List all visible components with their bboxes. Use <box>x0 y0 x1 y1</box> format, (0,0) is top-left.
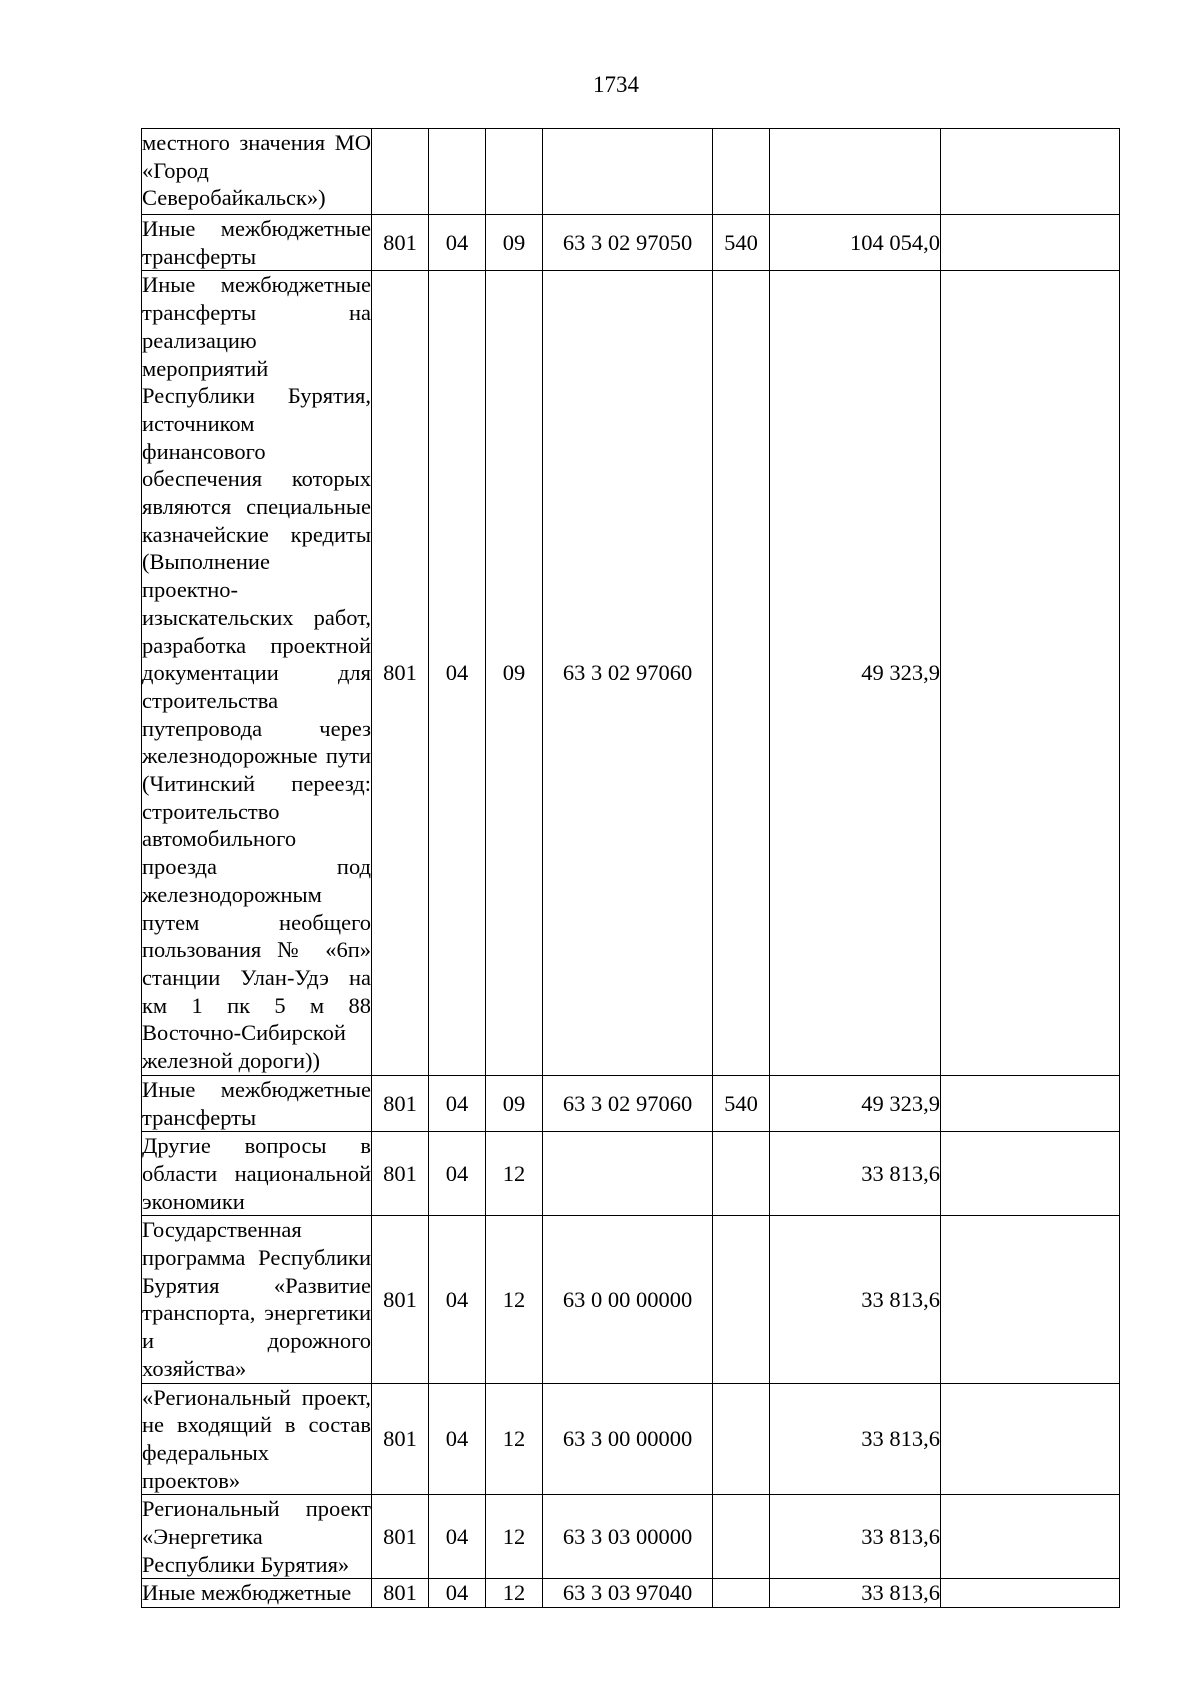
subsection-code: 12 <box>486 1383 543 1495</box>
expense-type-code <box>713 1132 770 1216</box>
expense-type-code: 540 <box>713 1075 770 1131</box>
row-name: Иные межбюджетные трансферты <box>142 215 372 271</box>
table-row <box>142 1216 1120 1383</box>
target-article-code: 63 0 00 00000 <box>543 1216 713 1383</box>
target-article-code: 63 3 02 97060 <box>543 1075 713 1131</box>
expense-type-code: 540 <box>713 215 770 271</box>
ved-code: 801 <box>372 215 429 271</box>
extra-cell <box>941 271 1120 1075</box>
subsection-code: 12 <box>486 1132 543 1216</box>
amount: 33 813,6 <box>770 1495 941 1579</box>
expense-type-code <box>713 1579 770 1608</box>
amount: 33 813,6 <box>770 1132 941 1216</box>
amount: 49 323,9 <box>770 1075 941 1131</box>
row-name: Другие вопросы в области национальной экономики <box>142 1132 372 1216</box>
table-row <box>142 1579 1120 1608</box>
section-code: 04 <box>429 215 486 271</box>
extra-cell <box>941 1495 1120 1579</box>
extra-cell <box>941 215 1120 271</box>
section-code: 04 <box>429 1579 486 1608</box>
target-article-code: 63 3 03 00000 <box>543 1495 713 1579</box>
expense-type-code <box>713 1383 770 1495</box>
extra-cell <box>941 1132 1120 1216</box>
table-row <box>142 1075 1120 1131</box>
section-code <box>429 129 486 215</box>
subsection-code <box>486 129 543 215</box>
ved-code: 801 <box>372 1075 429 1131</box>
ved-code: 801 <box>372 1495 429 1579</box>
table-row <box>142 215 1120 271</box>
row-name: Государственная программа Республики Бурятия «Развитие транспорта, энергетики и дорожного хозяйства» <box>142 1216 372 1383</box>
ved-code: 801 <box>372 1579 429 1608</box>
section-code: 04 <box>429 1216 486 1383</box>
amount: 33 813,6 <box>770 1216 941 1383</box>
row-name: местного значения МО «Город Северобайкальск») <box>142 129 372 215</box>
subsection-code: 12 <box>486 1579 543 1608</box>
amount: 104 054,0 <box>770 215 941 271</box>
ved-code: 801 <box>372 1216 429 1383</box>
target-article-code <box>543 129 713 215</box>
target-article-code <box>543 1132 713 1216</box>
subsection-code: 12 <box>486 1495 543 1579</box>
section-code: 04 <box>429 1383 486 1495</box>
subsection-code: 12 <box>486 1216 543 1383</box>
expense-type-code <box>713 1495 770 1579</box>
ved-code: 801 <box>372 1383 429 1495</box>
extra-cell <box>941 1075 1120 1131</box>
section-code: 04 <box>429 271 486 1075</box>
expense-type-code <box>713 129 770 215</box>
page-number: 1734 <box>593 72 639 97</box>
amount: 33 813,6 <box>770 1383 941 1495</box>
row-name: Иные межбюджетные трансферты на реализацию мероприятий Республики Бурятия, источником финансового обеспечения которых являются специальные казначейские кредиты (Выполнение проектно-изыскательских работ, разработка проектной документации для строительства путепровода через железнодорожные пути (Читинский переезд: строительство автомобильного проезда под железнодорожным путем необщего пользования № «6п» станции Улан-Удэ на км 1 пк 5 м 88 Восточно-Сибирской железной дороги)) <box>142 271 372 1075</box>
target-article-code: 63 3 02 97060 <box>543 271 713 1075</box>
target-article-code: 63 3 03 97040 <box>543 1579 713 1608</box>
subsection-code: 09 <box>486 271 543 1075</box>
extra-cell <box>941 1579 1120 1608</box>
amount <box>770 129 941 215</box>
row-name: Иные межбюджетные <box>142 1579 372 1608</box>
extra-cell <box>941 1216 1120 1383</box>
target-article-code: 63 3 00 00000 <box>543 1383 713 1495</box>
extra-cell <box>941 129 1120 215</box>
table-row <box>142 1383 1120 1495</box>
ved-code: 801 <box>372 271 429 1075</box>
section-code: 04 <box>429 1132 486 1216</box>
expense-type-code <box>713 1216 770 1383</box>
section-code: 04 <box>429 1075 486 1131</box>
budget-table <box>141 128 1120 1608</box>
subsection-code: 09 <box>486 1075 543 1131</box>
row-name: Иные межбюджетные трансферты <box>142 1075 372 1131</box>
ved-code: 801 <box>372 1132 429 1216</box>
section-code: 04 <box>429 1495 486 1579</box>
row-name: Региональный проект «Энергетика Республики Бурятия» <box>142 1495 372 1579</box>
row-name: «Региональный проект, не входящий в состав федеральных проектов» <box>142 1383 372 1495</box>
table-row <box>142 1132 1120 1216</box>
table-row <box>142 1495 1120 1579</box>
table-row <box>142 129 1120 215</box>
ved-code <box>372 129 429 215</box>
target-article-code: 63 3 02 97050 <box>543 215 713 271</box>
amount: 49 323,9 <box>770 271 941 1075</box>
subsection-code: 09 <box>486 215 543 271</box>
extra-cell <box>941 1383 1120 1495</box>
amount: 33 813,6 <box>770 1579 941 1608</box>
expense-type-code <box>713 271 770 1075</box>
table-row <box>142 271 1120 1075</box>
